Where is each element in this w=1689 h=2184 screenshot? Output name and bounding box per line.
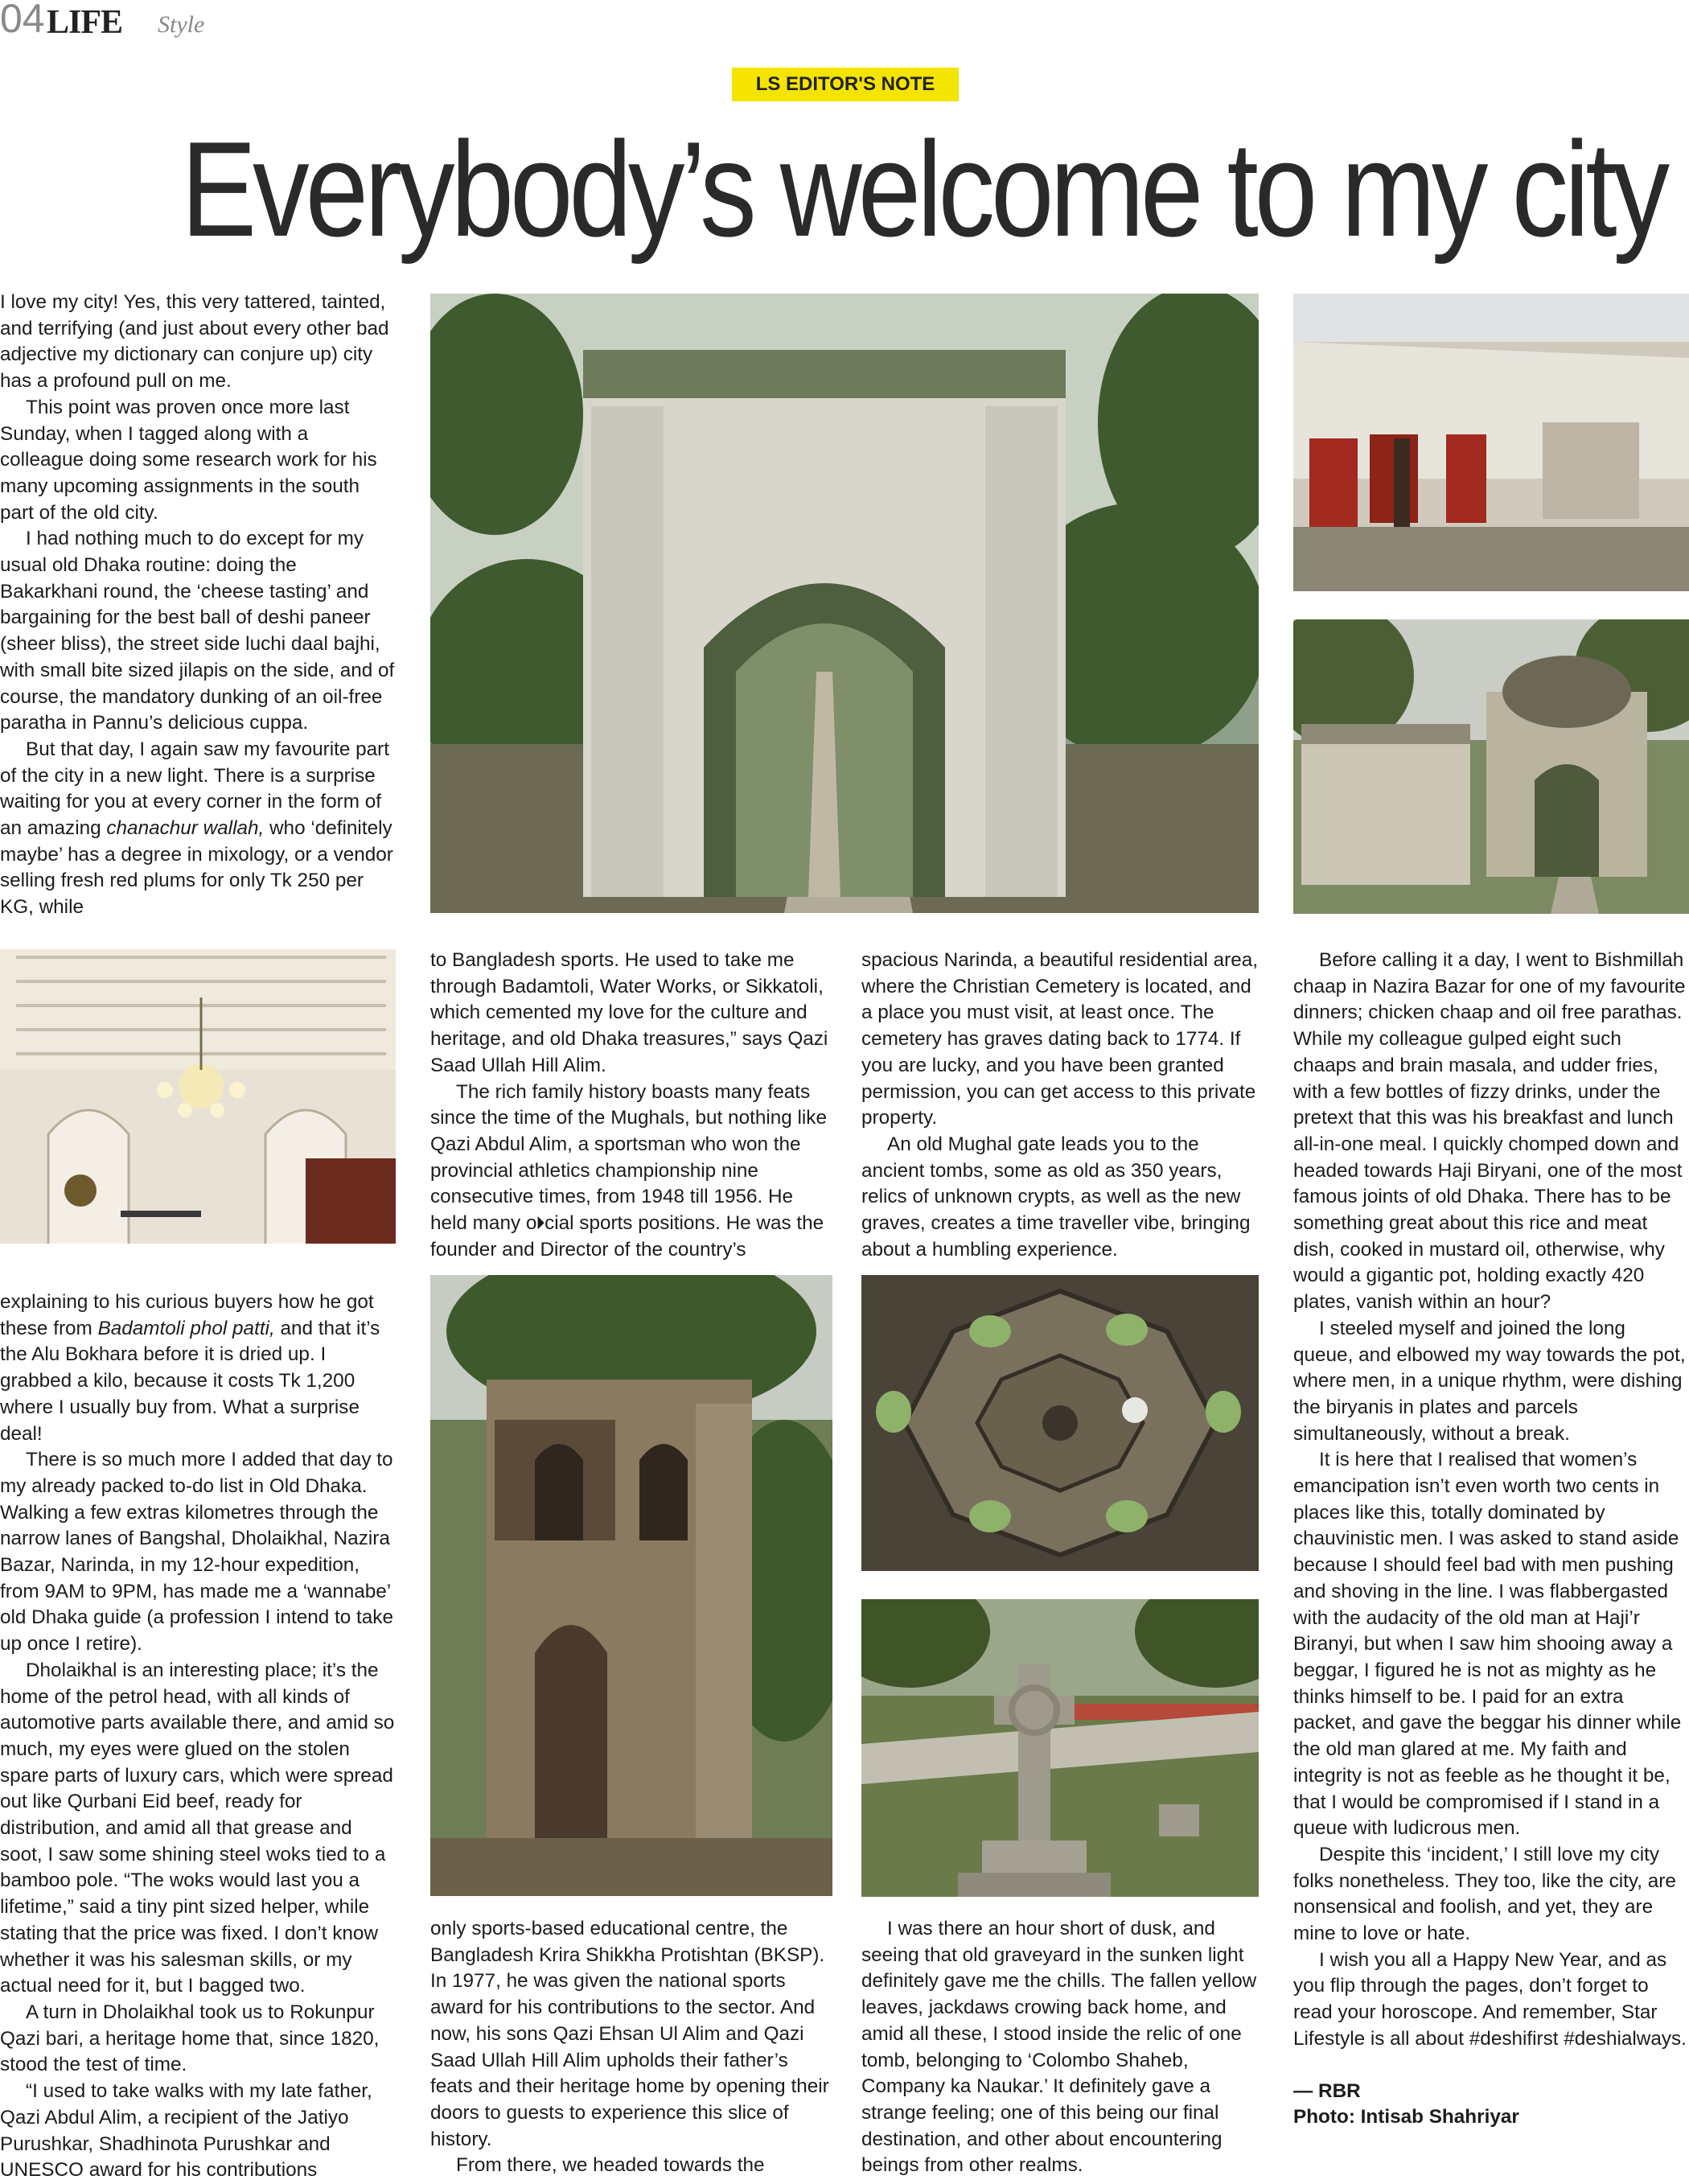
page-number: 04	[0, 0, 45, 41]
photo-dome-interior	[861, 1275, 1259, 1571]
text-run: and that it’s the Alu Bokhara before it is dried up. I grabbed a kilo, because it costs Tk 1,200 where I usually buy from. What a surprise deal!	[0, 1317, 380, 1445]
paragraph: Despite this ‘incident,’ I still love my city folks nonetheless. They too, like the city, are nonsensical and foolish, and yet, they are mine to love or hate.	[1293, 1843, 1676, 1945]
photo-interior-ceiling	[0, 949, 396, 1244]
column-1-bottom	[0, 1289, 396, 2184]
paragraph: only sports-based educational centre, the Bangladesh Krira Shikkha Protishtan (BKSP). In 1977, he was given the national sports award for his contributions to the sector. And now, his sons Qazi Ehsan Ul Alim and Qazi Saad Ullah Hill Alim upholds their father’s feats and their heritage home by opening their doors to guests to experience this slice of history.	[430, 1918, 829, 2150]
paragraph: to Bangladesh sports. He used to take me through Badamtoli, Water Works, or Sikkatoli, which cemented my love for the culture and heritage, and old Dhaka treasures,” says Qazi Saad Ullah Hill Alim.	[430, 949, 828, 1076]
photo-tombs	[1293, 619, 1689, 914]
photo-mughal-gate	[430, 294, 1259, 913]
column-1-top	[0, 290, 396, 921]
headline: Everybody’s welcome to my city	[181, 113, 1666, 265]
paragraph: I love my city! Yes, this very tattered, tainted, and terrifying (and just about every other bad adjective my dictionary can conjure up) city has a profound pull on me.	[0, 291, 389, 393]
brand-logo: LIFE	[47, 4, 123, 41]
column-3-mid	[861, 948, 1264, 1263]
photo-cemetery-cross	[861, 1599, 1259, 1897]
paragraph: This point was proven once more last Sunday, when I tagged along with a colleague doing some research work for his many upcoming assignments in the south part of the old city.	[0, 396, 377, 524]
paragraph: A turn in Dholaikhal took us to Rokunpur Qazi bari, a heritage home that, since 1820, stood the test of time.	[0, 2001, 380, 2076]
byline: — RBR	[1293, 2079, 1361, 2102]
paragraph: I had nothing much to do except for my usual old Dhaka routine: doing the Bakarkhani round, the ‘cheese tasting’ and bargaining for the best ball of deshi paneer (sheer bliss), the street side luchi daal bajhi, with small bite sized jilapis on the side, and of course, the mandatory dunking of an oil-free paratha in Pannu’s delicious cuppa.	[0, 528, 395, 734]
paragraph: From there, we headed towards the	[456, 2154, 765, 2177]
section-tag: LS EDITOR'S NOTE	[732, 68, 959, 101]
text-run: explaining to his curious buyers how he got these from	[0, 1291, 374, 1339]
column-2-mid	[430, 948, 832, 1263]
paragraph: I steeled myself and joined the long queue, and elbowed my way towards the pot, where men, in a unique rhythm, were dishing the biryanis in plates and parcels simultaneously, without a break.	[1293, 1317, 1686, 1445]
italic-term: chanachur wallah,	[106, 817, 265, 840]
column-2-bottom	[430, 1916, 832, 2179]
paragraph: An old Mughal gate leads you to the ancient tombs, some as old as 350 years, relics of unknown crypts, as well as the new graves, creates a time traveller vibe, bringing about a humbling experience.	[861, 1133, 1251, 1261]
paragraph: It is here that I realised that women’s emancipation isn’t even worth two cents in places like this, totally dominated by chauvinistic men. I was asked to stand aside because I should feel bad with men pushing and shoving in the line. I was flabbergasted with the audacity of the old man at Haji’r Biranyi, but when I saw him shooing away a beggar, I figured he is not as mighty as he thinks himself to be. I paid for an extra packet, and gave the beggar his dinner while the old man glared at me. My faith and integrity is not as feeble as he thought it be, that I would be compromised if I stand in a queue with ludicrous men.	[1293, 1449, 1682, 1840]
paragraph: I was there an hour short of dusk, and seeing that old graveyard in the sunken light definitely gave me the chills. The fallen yellow leaves, jackdaws crowing back home, and amid all these, I stood inside the relic of one tomb, belonging to ‘Colombo Shaheb, Company ka Naukar.’ It definitely gave a strange feeling; one of this being our final destination, and other about encountering beings from other realms.	[861, 1918, 1257, 2177]
paragraph: Dholaikhal is an interesting place; it’s the home of the petrol head, with all kinds of automotive parts available there, and amid so much, my eyes were glued on the stolen spare parts of luxury cars, which were spread out like Qurbani Eid beef, ready for distribution, and amid all that grease and soot, I saw some shining steel woks tied to a bamboo pole. “The woks would last you a lifetime,” said a tiny pint sized helper, while stating that the price was fixed. I don’t know whether it was his salesman skills, or my actual need for it, but I bagged two.	[0, 1659, 395, 1997]
text-run: But that day, I again saw my favourite part of the city in a new light. There is a surprise waiting for you at every corner in the form of an amazing	[0, 738, 389, 840]
brand-logo-suffix: Style	[158, 11, 205, 38]
paragraph: spacious Narinda, a beautiful residential area, where the Christian Cemetery is located, and a place you must visit, at least once. The cemetery has graves dating back to 1774. If you are lucky, and you have been granted permission, you can get access to this private property.	[861, 949, 1258, 1129]
paragraph: “I used to take walks with my late father, Qazi Abdul Alim, a recipient of the Jatiyo Purushkar, Shadhinota Purushkar and UNESCO award for his contributions	[0, 2080, 372, 2182]
photo-credit: Photo: Intisab Shahriyar	[1293, 2106, 1519, 2128]
paragraph: The rich family history boasts many feats since the time of the Mughals, but nothing like Qazi Abdul Alim, a sportsman who won the provincial athletics championship nine consecutive times, from 1948 till 1956. He held many o🞂cial sports positions. He was the founder and Director of the country’s	[430, 1080, 827, 1261]
text-run: who ‘definitely maybe’ has a degree in mixology, or a vendor selling fresh red plums for only Tk 250 per KG, while	[0, 817, 393, 919]
paragraph: Before calling it a day, I went to Bishmillah chaap in Nazira Bazar for one of my favourite dinners; chicken chaap and oil free parathas. While my colleague gulped eight such chaaps and brain masala, and udder fries, with a few bottles of fizzy drinks, under the pretext that this was his breakfast and lunch all-in-one meal. I quickly chomped down and headed towards Haji Biryani, one of the most famous joints of old Dhaka. There has to be something great about this rice and meat dish, cooked in mustard oil, otherwise, why would a gigantic pot, holding exactly 420 plates, vanish within an hour?	[1293, 949, 1686, 1314]
paragraph: I wish you all a Happy New Year, and as you flip through the pages, don’t forget to read your horoscope. And remember, Star Lifestyle is all about #deshifirst #deshialways.	[1293, 1948, 1687, 2050]
column-3-bottom	[861, 1916, 1264, 2179]
photo-heritage-house	[1293, 294, 1689, 591]
column-4	[1293, 948, 1689, 2131]
paragraph	[0, 737, 396, 921]
paragraph: There is so much more I added that day to my already packed to-do list in Old Dhaka. Walking a few extras kilometres through the narrow lanes of Bangshal, Dholaikhal, Nazira Bazar, Narinda, in my 12-hour expedition, from 9AM to 9PM, has made me a ‘wannabe’ old Dhaka guide (a profession I intend to take up once I retire).	[0, 1449, 393, 1655]
paragraph	[0, 1289, 396, 1447]
italic-term: Badamtoli phol patti,	[97, 1317, 275, 1339]
photo-ruined-tower	[430, 1275, 832, 1896]
